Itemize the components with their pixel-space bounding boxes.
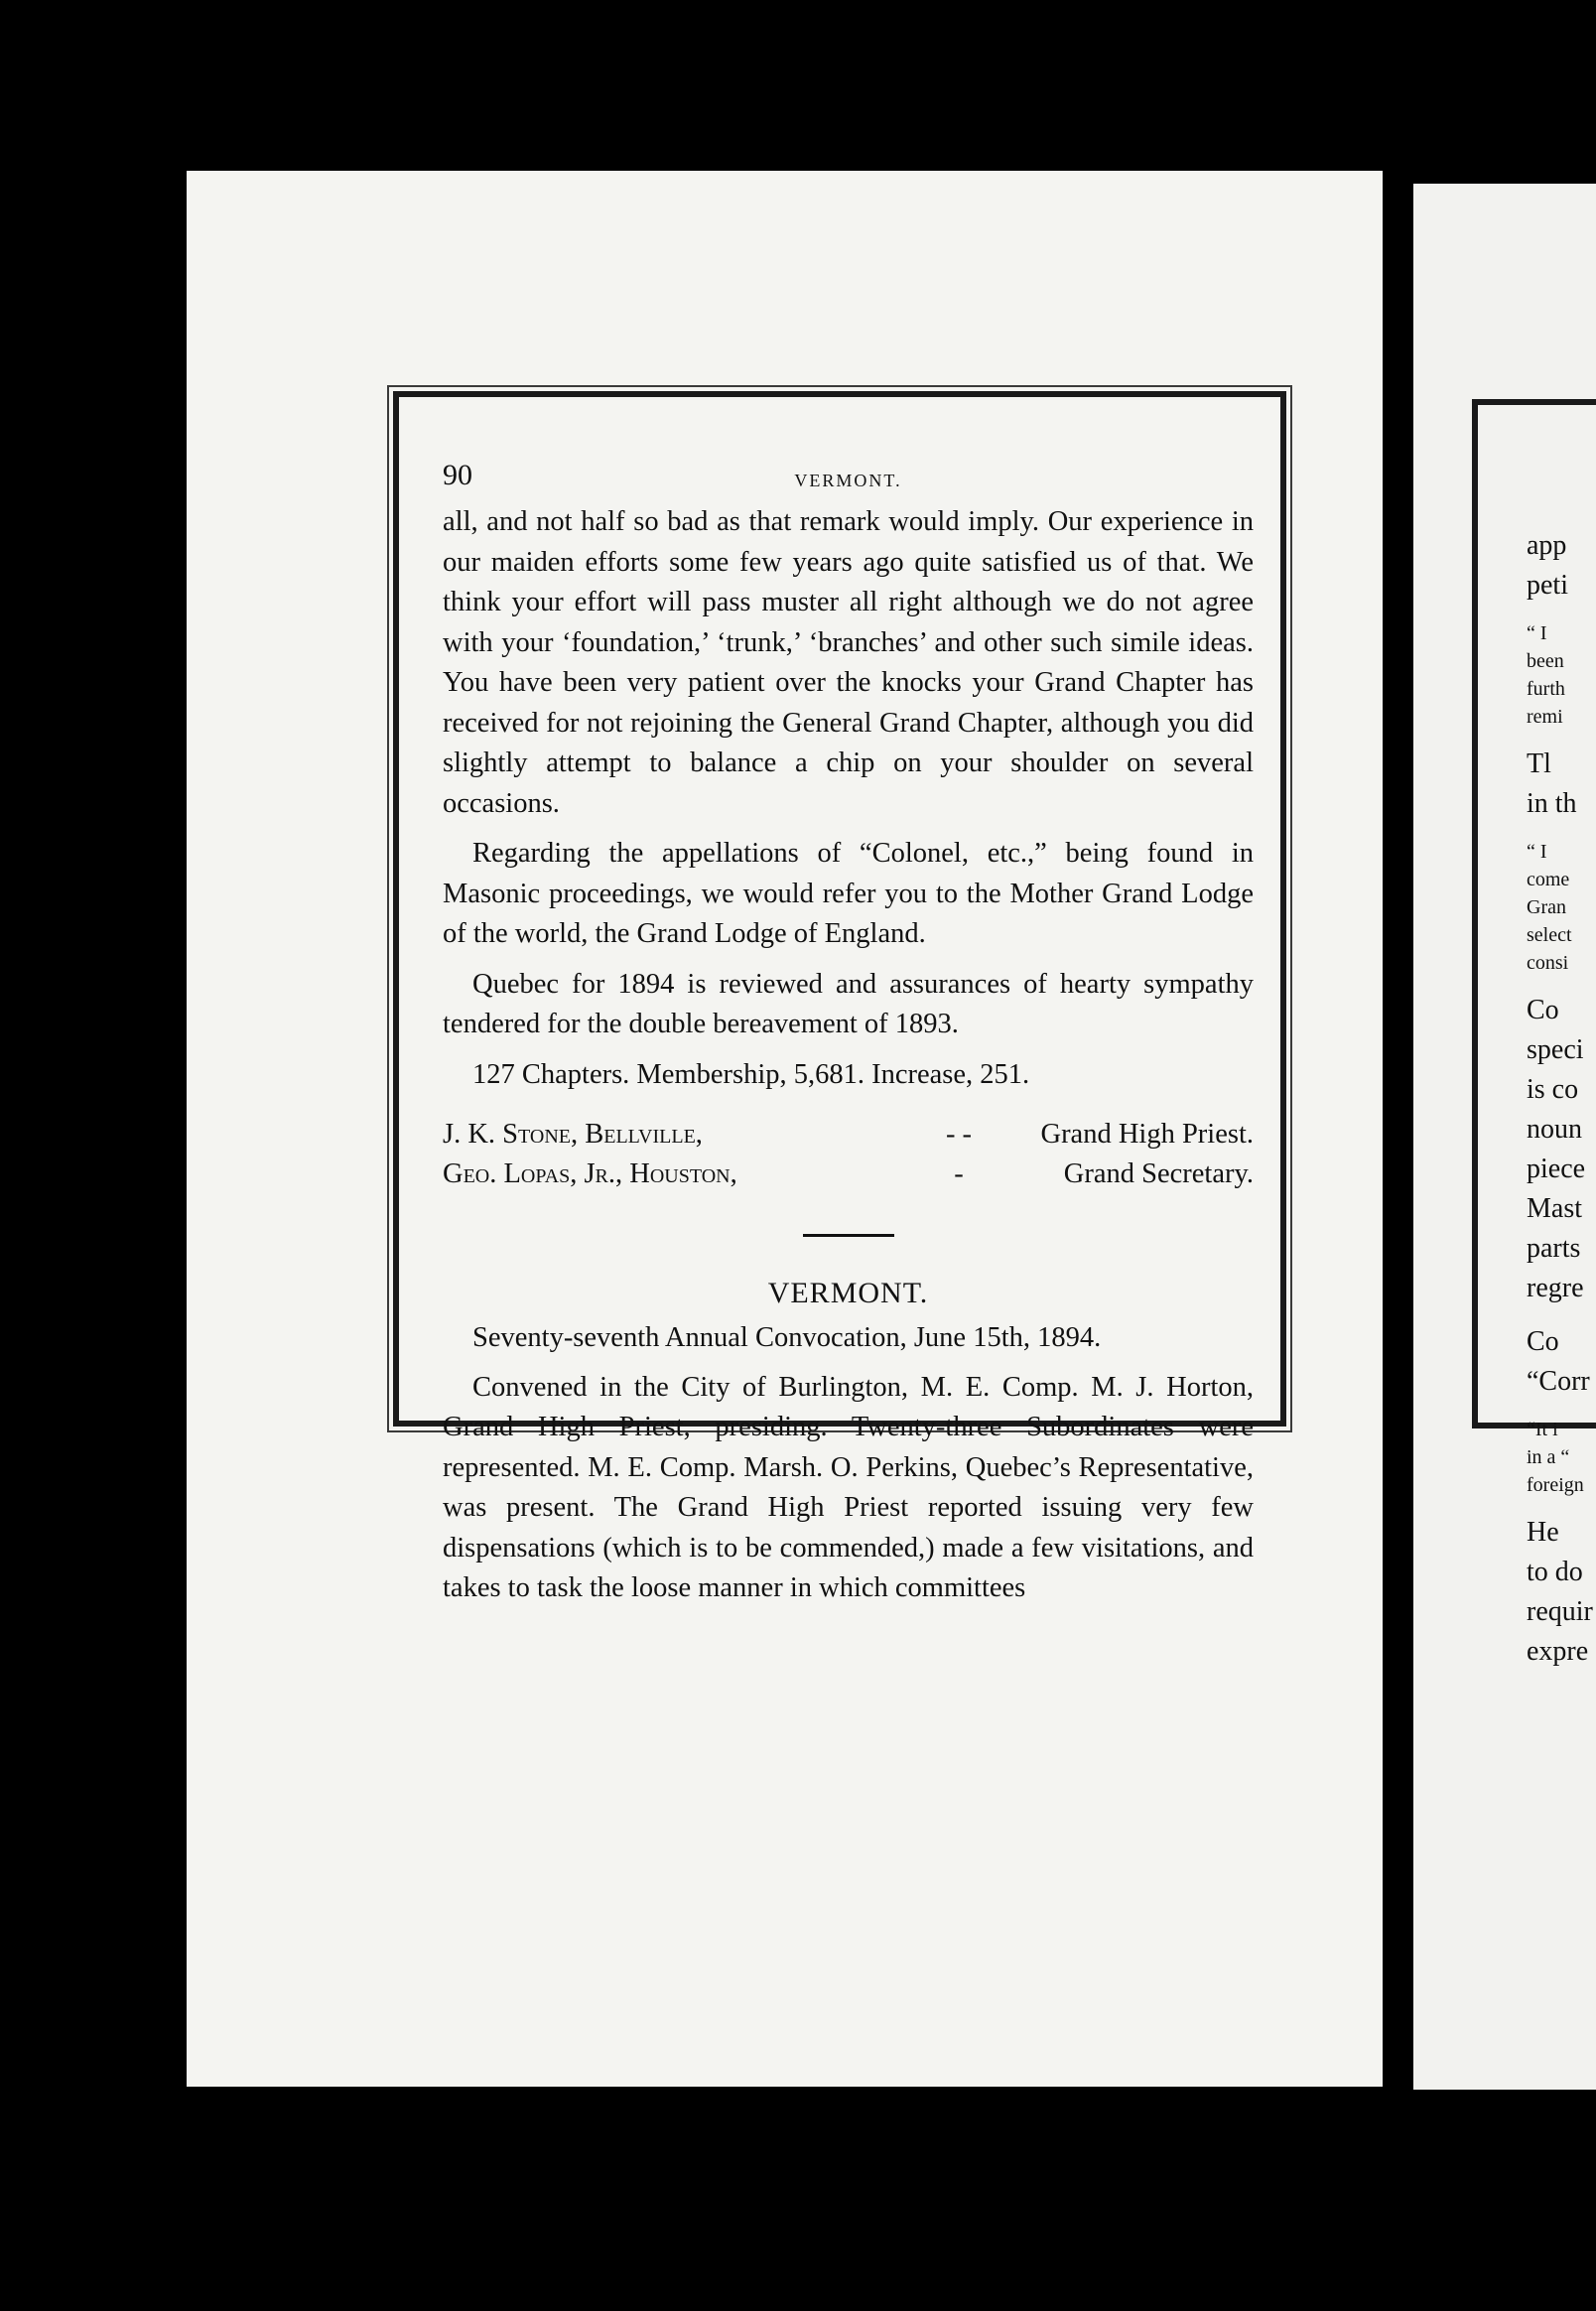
running-head-title: VERMONT. xyxy=(794,471,902,490)
fragment-line: remi xyxy=(1527,706,1563,728)
fragment-line: select xyxy=(1527,924,1572,946)
right-page-text-fragments xyxy=(1527,526,1596,1672)
officer-role: Grand High Priest. xyxy=(1040,1118,1254,1150)
fragment-line: noun xyxy=(1527,1114,1582,1145)
officer-row xyxy=(443,1115,1254,1155)
fragment-line: Tl xyxy=(1527,748,1551,779)
officers-list xyxy=(443,1115,1254,1194)
officer-name: Geo. Lopas, Jr., Houston, xyxy=(443,1157,737,1189)
section-subtitle: Seventy-seventh Annual Convocation, June 15th, 1894. xyxy=(472,1321,1102,1353)
officer-dashes: - - xyxy=(945,1118,973,1150)
page-number: 90 xyxy=(443,459,472,491)
fragment-line: come xyxy=(1527,869,1570,890)
officer-row xyxy=(443,1155,1254,1194)
section-divider xyxy=(803,1234,894,1237)
paragraph-3: Quebec for 1894 is reviewed and assurances of hearty sympathy tendered for the double bereavement of 1893. xyxy=(443,968,1254,1039)
fragment-line: “ I xyxy=(1527,841,1547,863)
left-page-content xyxy=(443,459,1254,1609)
fragment-line: app xyxy=(1527,530,1567,561)
fragment-line: speci xyxy=(1527,1034,1584,1065)
fragment-line: requir xyxy=(1527,1596,1593,1627)
section-title: VERMONT. xyxy=(767,1276,929,1309)
fragment-line: “Corr xyxy=(1527,1366,1590,1397)
officer-dashes: - xyxy=(954,1157,964,1189)
section-body: Convened in the City of Burlington, M. E. Comp. M. J. Horton, Grand High Priest, presiding. Twenty-three Subordinates were represented. M. E. Comp. Marsh. O. Perkins, Quebec’s Representative, was present. The Grand High Priest reported issuing very few dispensations (which is to be commended,) made a few visitations, and takes to task the loose manner in which committees xyxy=(443,1371,1254,1603)
fragment-line: furth xyxy=(1527,678,1565,700)
paragraph-1: all, and not half so bad as that remark would imply. Our experience in our maiden efforts some few years ago quite satisfied us of that. We think your effort will pass muster all right although we do not agree with your ‘foundation,’ ‘trunk,’ ‘branches’ and other such simile ideas. You have been very patient over the knocks your Grand Chapter has received for not rejoining the General Grand Chapter, although you did slightly attempt to balance a chip on your shoulder on several occasions. xyxy=(443,506,1254,819)
fragment-line: parts xyxy=(1527,1233,1581,1264)
fragment-line: regre xyxy=(1527,1273,1584,1303)
fragment-line: piece xyxy=(1527,1154,1586,1184)
fragment-line: expre xyxy=(1527,1636,1589,1667)
fragment-line: to do xyxy=(1527,1557,1583,1587)
fragment-line: in a “ xyxy=(1527,1446,1570,1468)
officer-name: J. K. Stone, Bellville, xyxy=(443,1118,703,1150)
fragment-line: consi xyxy=(1527,952,1569,974)
fragment-line: been xyxy=(1527,650,1564,672)
fragment-line: is co xyxy=(1527,1074,1579,1105)
running-head xyxy=(443,459,1254,502)
fragment-line: Co xyxy=(1527,1326,1559,1357)
fragment-line: He xyxy=(1527,1517,1559,1548)
fragment-line: Gran xyxy=(1527,896,1566,918)
paragraph-2: Regarding the appellations of “Colonel, etc.,” being found in Masonic proceedings, we would refer you to the Mother Grand Lodge of the world, the Grand Lodge of England. xyxy=(443,838,1254,949)
fragment-line: foreign xyxy=(1527,1474,1584,1496)
fragment-line: Mast xyxy=(1527,1193,1582,1224)
fragment-line: “ I xyxy=(1527,622,1547,644)
fragment-line: Co xyxy=(1527,995,1559,1025)
officer-role: Grand Secretary. xyxy=(1063,1157,1254,1189)
chapter-statistics: 127 Chapters. Membership, 5,681. Increase, 251. xyxy=(472,1058,1030,1090)
fragment-line: peti xyxy=(1527,570,1568,601)
fragment-line: in th xyxy=(1527,788,1577,819)
fragment-line: “It i xyxy=(1527,1419,1558,1440)
